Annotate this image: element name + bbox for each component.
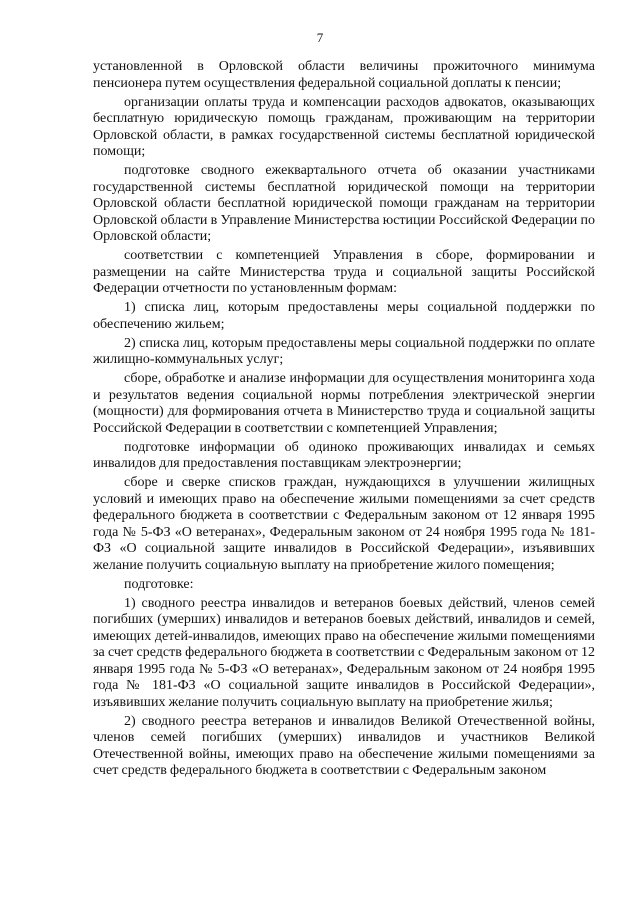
paragraph-7: сборе, обработке и анализе информации для осуществления мониторинга хода и результатов ведения социальной нормы потребления электрической энергии (мощности) для формирования отчета в Министерство труда и социальной защиты Российской Федерации в соответствии с компетенцией Управления; — [93, 371, 595, 436]
paragraph-3: подготовке сводного ежеквартального отчета об оказании участниками государственной системы бесплатной юридической помощи на территории Орловской области бесплатной юридической помощи гражданам на территории Орловской области в Управление Министерства юстиции Российской Федерации по Орловской области; — [93, 163, 595, 244]
paragraph-6: 2) списка лиц, которым предоставлены меры социальной поддержки по оплате жилищно-коммунальных услуг; — [93, 335, 595, 367]
paragraph-2: организации оплаты труда и компенсации расходов адвокатов, оказывающих бесплатную юридическую помощь гражданам, проживающим на территории Орловской области, в рамках государственной системы бесплатной юридической помощи; — [93, 94, 595, 159]
paragraph-10: подготовке: — [124, 576, 194, 592]
paragraph-5: 1) списка лиц, которым предоставлены меры социальной поддержки по обеспечению жильем; — [93, 300, 595, 332]
paragraph-12: 2) сводного реестра ветеранов и инвалидов Великой Отечественной войны, членов семей погибших (умерших) инвалидов и участников Великой Отечественной войны, имеющих право на обеспечение жилыми помещениями за счет средств федерального бюджета в соответствии с Федеральным законом — [93, 713, 595, 778]
document-body — [93, 59, 595, 782]
paragraph-4: соответствии с компетенцией Управления в сборе, формировании и размещении на сайте Министерства труда и социальной защиты Российской Федерации отчетности по установленным формам: — [93, 248, 595, 296]
page-number: 7 — [316, 30, 324, 45]
paragraph-9: сборе и сверке списков граждан, нуждающихся в улучшении жилищных условий и имеющих право на обеспечение жилыми помещениями за счет средств федерального бюджета в соответствии с Федеральным законом от 12 января 1995 года № 5-ФЗ «О ветеранах», Федеральным законом от 24 ноября 1995 года № 181-ФЗ «О социальной защите инвалидов в Российской Федерации», изъявивших желание получить социальную выплату на приобретение жилого помещения; — [93, 475, 595, 573]
paragraph-8: подготовке информации об одиноко проживающих инвалидах и семьях инвалидов для предоставления поставщикам электроэнергии; — [93, 439, 595, 471]
paragraph-11: 1) сводного реестра инвалидов и ветеранов боевых действий, членов семей погибших (умерших) инвалидов и ветеранов боевых действий, инвалидов и семей, имеющих детей-инвалидов, имеющих право на обеспечение жилыми помещениями за счет средств федерального бюджета в соответствии с Федеральным законом от 12 января 1995 года № 5-ФЗ «О ветеранах», Федеральным законом от 24 ноября 1995 года № 181-ФЗ «О социальной защите инвалидов в Российской Федерации», изъявивших желание получить социальную выплату на приобретение жилья; — [93, 595, 595, 710]
paragraph-1: установленной в Орловской области величины прожиточного минимума пенсионера путем осуществления федеральной социальной доплаты к пенсии; — [93, 59, 595, 91]
